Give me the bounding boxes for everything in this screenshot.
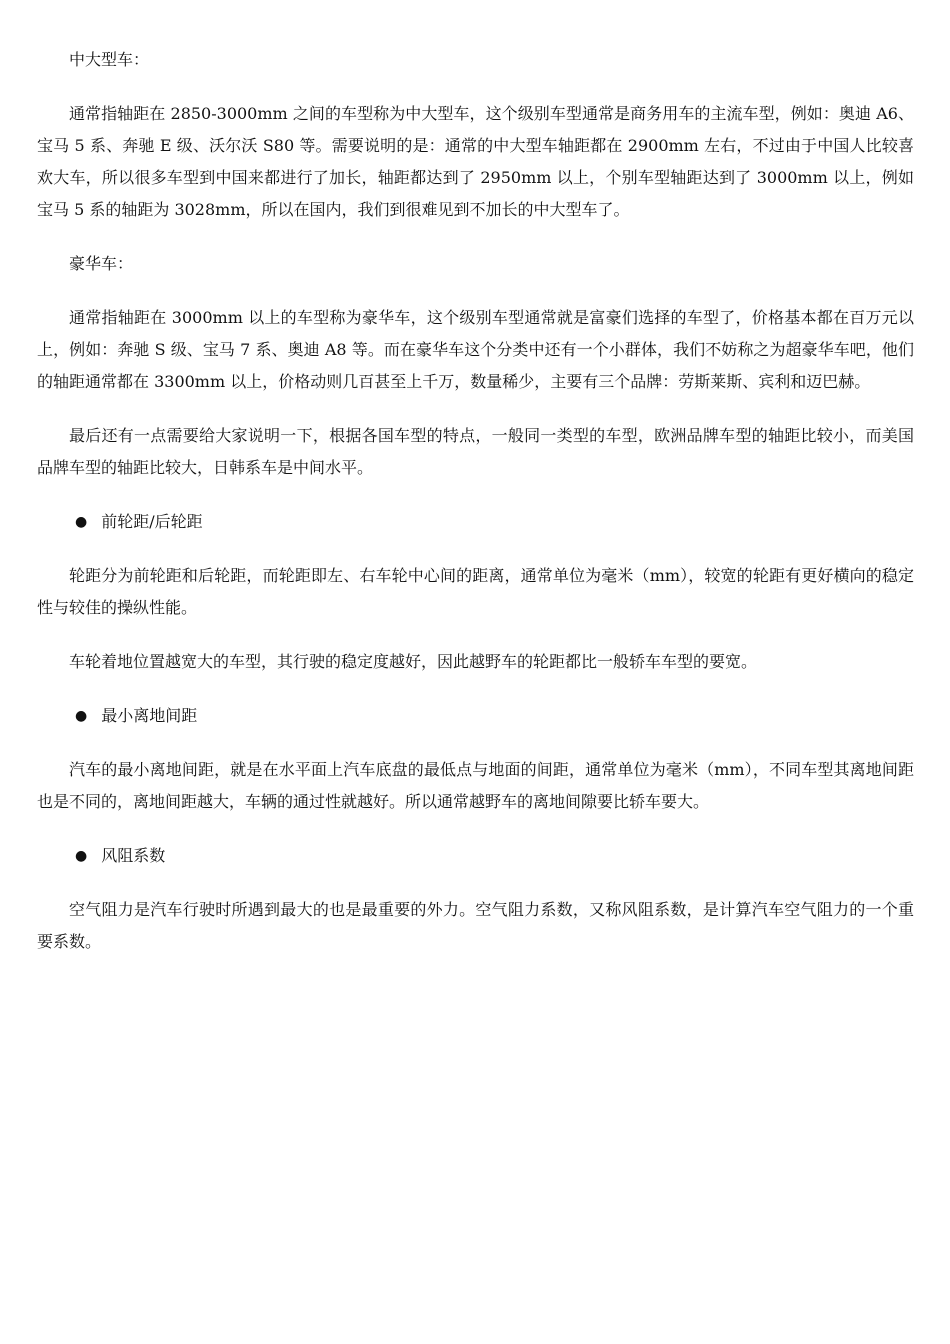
midsize-heading: 中大型车： (69, 50, 150, 69)
track-paragraph-1: 轮距分为前轮距和后轮距，而轮距即左、右车轮中心间的距离，通常单位为毫米（mm），较宽的轮距有更好横向的稳定性与较佳的操纵性能。 (37, 566, 914, 617)
clearance-heading (37, 700, 914, 732)
midsize-paragraph: 通常指轴距在 2850-3000mm 之间的车型称为中大型车，这个级别车型通常是商务用车的主流车型，例如：奥迪 A6、宝马 5 系、奔驰 E 级、沃尔沃 S80 等。需要说明的是：通常的中大型车轴距都在 2900mm 左右，不过由于中国人比较喜欢大车，所以很多车型到中国来都进行了加长，轴距都达到了 2950mm 以上，个别车型轴距达到了 3000mm 以上，例如宝马 5 系的轴距为 3028mm，所以在国内，我们到很难见到不加长的中大型车了。 (37, 104, 914, 219)
drag-paragraph: 空气阻力是汽车行驶时所遇到最大的也是最重要的外力。空气阻力系数，又称风阻系数，是计算汽车空气阻力的一个重要系数。 (37, 900, 914, 951)
bullet-icon: ● (75, 514, 88, 530)
clearance-heading-label: 最小离地间距 (101, 706, 198, 725)
luxury-paragraph: 通常指轴距在 3000mm 以上的车型称为豪华车，这个级别车型通常就是富豪们选择的车型了，价格基本都在百万元以上，例如：奔驰 S 级、宝马 7 系、奥迪 A8 等。而在豪华车这个分类中还有一个小群体，我们不妨称之为超豪华车吧，他们的轴距通常都在 3300mm 以上，价格动则几百甚至上千万，数量稀少，主要有三个品牌：劳斯莱斯、宾利和迈巴赫。 (37, 308, 914, 391)
bullet-icon: ● (75, 848, 88, 864)
drag-heading-label: 风阻系数 (101, 846, 166, 865)
track-heading-label: 前轮距/后轮距 (101, 512, 203, 531)
document-body (37, 44, 914, 980)
clearance-paragraph: 汽车的最小离地间距，就是在水平面上汽车底盘的最低点与地面的间距，通常单位为毫米（mm），不同车型其离地间距也是不同的，离地间距越大，车辆的通过性就越好。所以通常越野车的离地间隙要比轿车要大。 (37, 760, 914, 811)
summary-paragraph: 最后还有一点需要给大家说明一下，根据各国车型的特点，一般同一类型的车型，欧洲品牌车型的轴距比较小，而美国品牌车型的轴距比较大，日韩系车是中间水平。 (37, 426, 914, 477)
track-paragraph-2: 车轮着地位置越宽大的车型，其行驶的稳定度越好，因此越野车的轮距都比一般轿车车型的要宽。 (69, 652, 758, 671)
track-heading (37, 506, 914, 538)
luxury-heading: 豪华车： (69, 254, 134, 273)
bullet-icon: ● (75, 708, 88, 724)
drag-heading (37, 840, 914, 872)
